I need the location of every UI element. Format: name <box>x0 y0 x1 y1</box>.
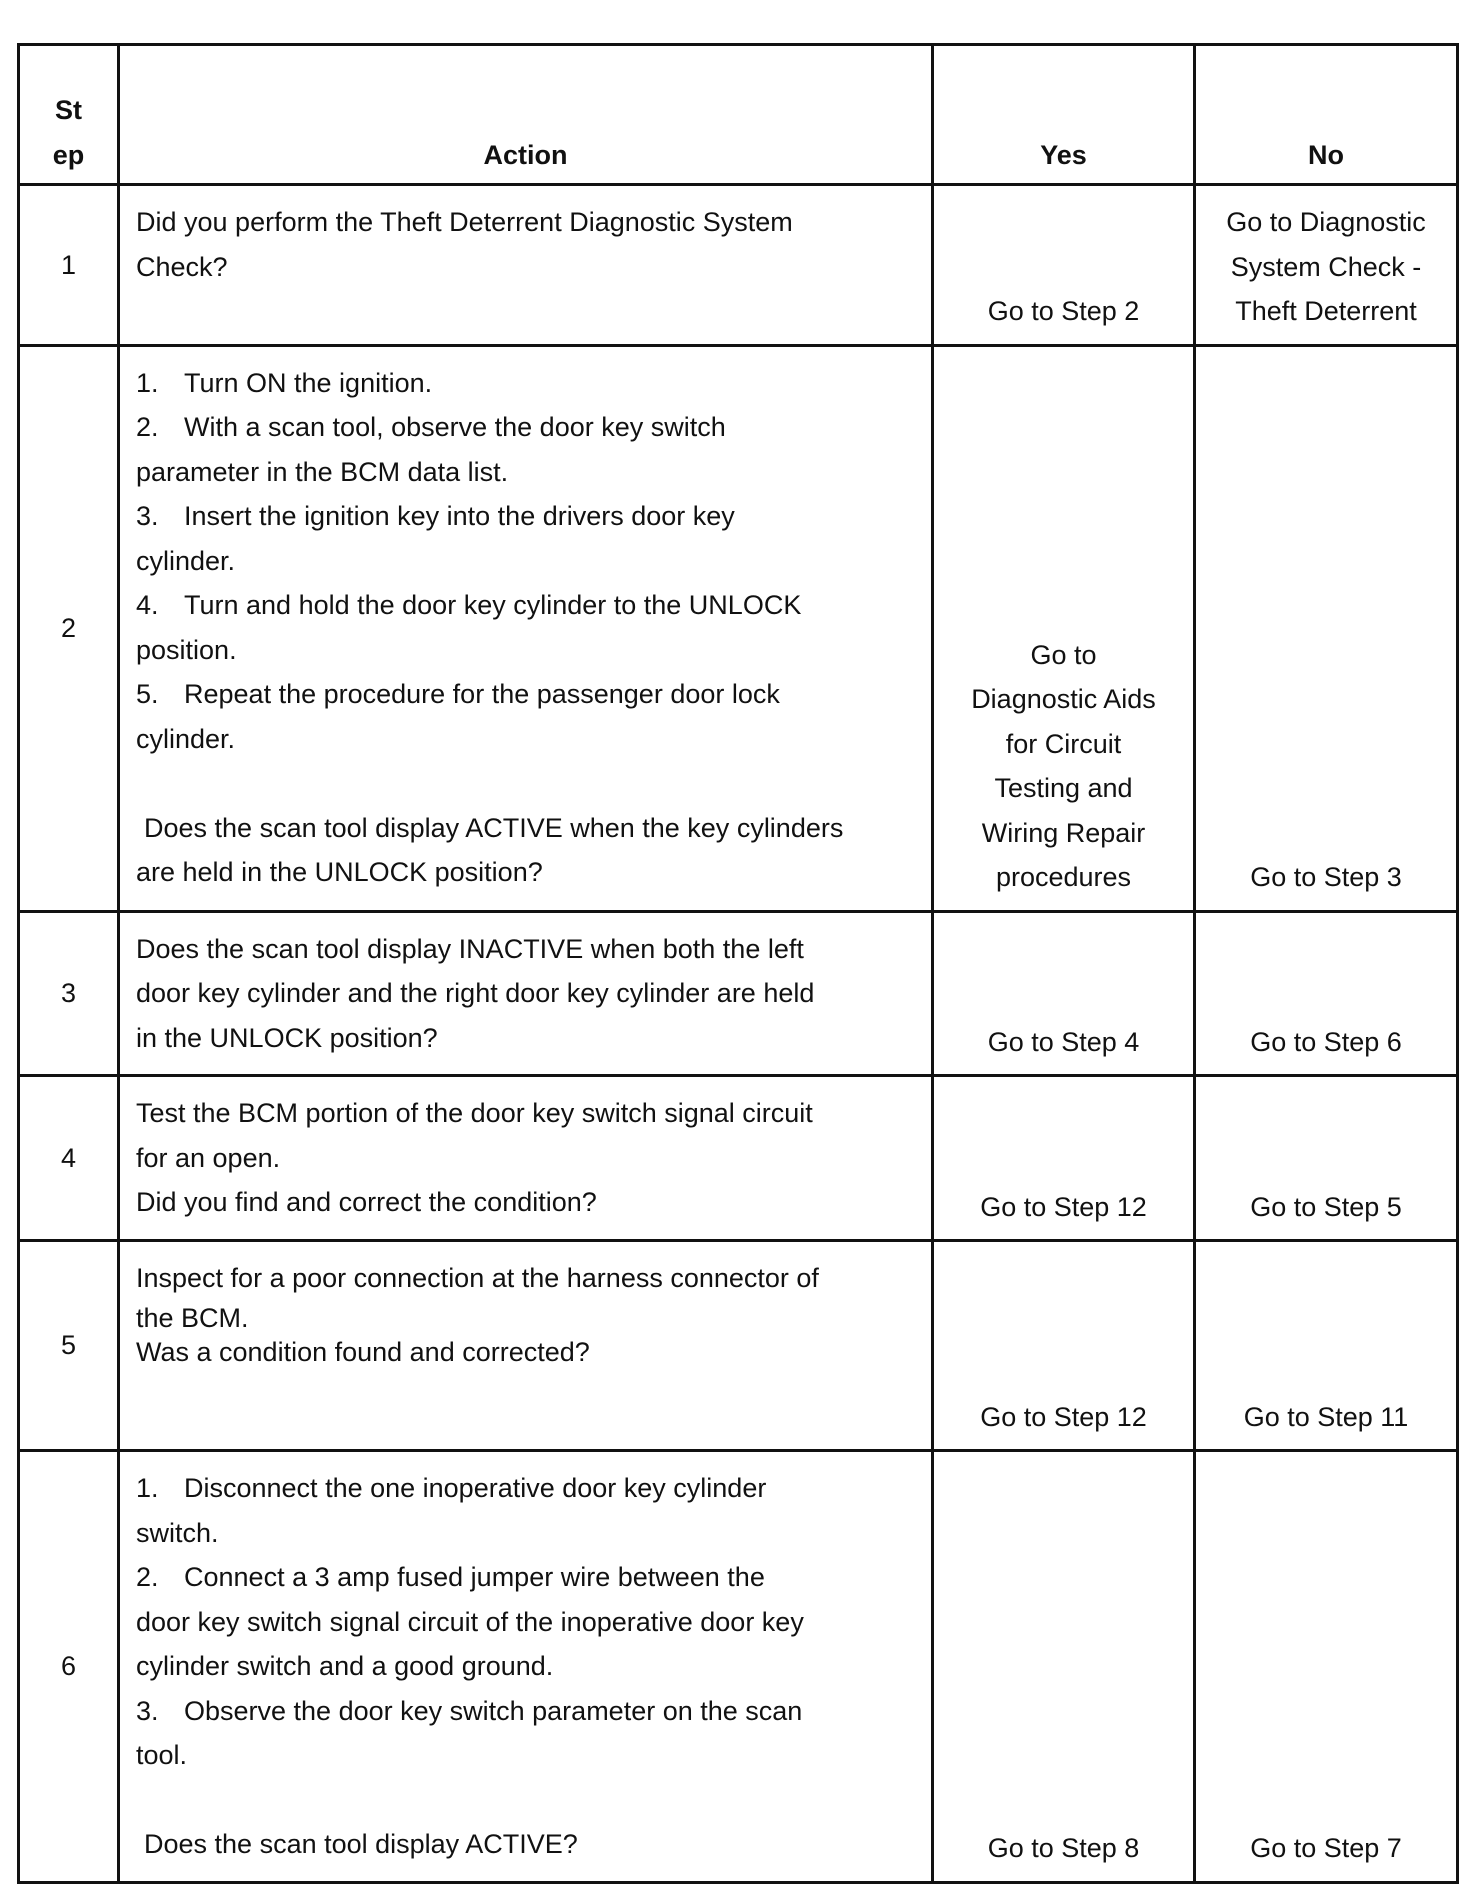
no-cell: Go to Step 7 <box>1195 1451 1458 1883</box>
diagnostic-table <box>17 43 1459 1884</box>
table-row <box>19 1076 1458 1241</box>
step-number: 4 <box>19 1076 119 1241</box>
yes-cell: Go to Diagnostic Aids for Circuit Testing and Wiring Repair procedures <box>933 345 1195 911</box>
action-cell: Did you perform the Theft Deterrent Diagnostic System Check? <box>119 185 933 346</box>
header-no: No <box>1195 45 1458 185</box>
header-yes: Yes <box>933 45 1195 185</box>
table-row <box>19 1451 1458 1883</box>
yes-cell: Go to Step 12 <box>933 1076 1195 1241</box>
yes-cell: Go to Step 8 <box>933 1451 1195 1883</box>
yes-cell: Go to Step 4 <box>933 911 1195 1076</box>
table-row <box>19 345 1458 911</box>
yes-cell: Go to Step 2 <box>933 185 1195 346</box>
yes-cell: Go to Step 12 <box>933 1241 1195 1451</box>
step-number: 2 <box>19 345 119 911</box>
action-cell: Inspect for a poor connection at the harness connector of the BCM. Was a condition found and corrected? <box>119 1241 933 1451</box>
no-cell: Go to Step 3 <box>1195 345 1458 911</box>
no-cell: Go to Step 5 <box>1195 1076 1458 1241</box>
no-cell: Go to Diagnostic System Check - Theft Deterrent <box>1195 185 1458 346</box>
no-cell: Go to Step 6 <box>1195 911 1458 1076</box>
action-cell: Does the scan tool display INACTIVE when both the left door key cylinder and the right door key cylinder are held in the UNLOCK position? <box>119 911 933 1076</box>
action-cell: 1. Disconnect the one inoperative door key cylinder switch. 2. Connect a 3 amp fused jumper wire between the door key switch signal circuit of the inoperative door key cylinder switch and a good ground. 3. Observe the door key switch parameter on the scan tool. Does the scan tool display ACTIVE? <box>119 1451 933 1883</box>
step-number: 5 <box>19 1241 119 1451</box>
action-cell: 1. Turn ON the ignition. 2. With a scan tool, observe the door key switch parameter in the BCM data list. 3. Insert the ignition key into the drivers door key cylinder. 4. Turn and hold the door key cylinder to the UNLOCK position. 5. Repeat the procedure for the passenger door lock cylinder. Does the scan tool display ACTIVE when the key cylinders are held in the UNLOCK position? <box>119 345 933 911</box>
action-cell: Test the BCM portion of the door key switch signal circuit for an open. Did you find and correct the condition? <box>119 1076 933 1241</box>
step-number: 3 <box>19 911 119 1076</box>
table-row <box>19 911 1458 1076</box>
no-cell: Go to Step 11 <box>1195 1241 1458 1451</box>
header-action: Action <box>119 45 933 185</box>
step-number: 1 <box>19 185 119 346</box>
header-row <box>19 45 1458 185</box>
step-number: 6 <box>19 1451 119 1883</box>
table-row <box>19 1241 1458 1451</box>
header-step: St ep <box>19 45 119 185</box>
table-row <box>19 185 1458 346</box>
